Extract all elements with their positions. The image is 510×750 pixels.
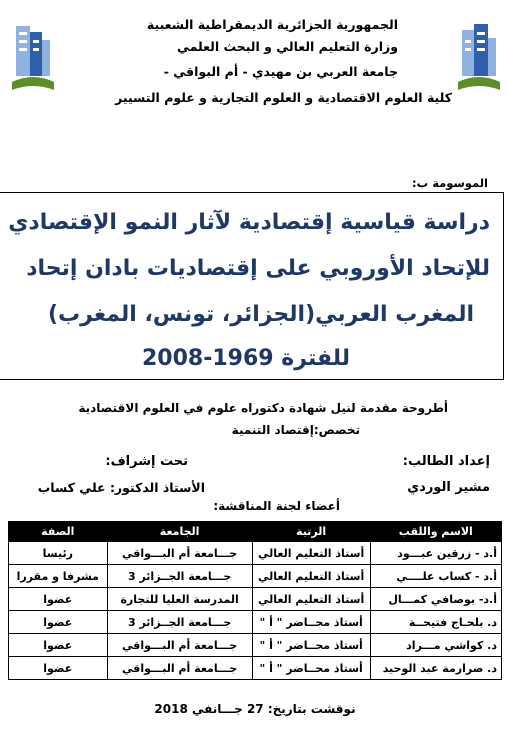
member-university: جـــامعة أم البـــواقي [107, 634, 252, 657]
member-university: جـــامعة أم البـــواقي [107, 542, 252, 565]
member-university: جـــامعة الجــزائر 3 [107, 611, 252, 634]
header-republic: الجمهورية الجزائرية الديمقراطية الشعبية [146, 17, 398, 32]
student-name: مشير الوردي [407, 480, 490, 495]
table-header-row [9, 522, 502, 542]
member-university: المدرسة العليا للتجارة [107, 588, 252, 611]
title-line-3: المغرب العربي(الجزائر، تونس، المغرب) [48, 302, 474, 327]
header-name: الاسم واللقب [370, 522, 501, 542]
member-rank: أستاذ محــاضر " أ " [252, 634, 370, 657]
defense-date: نوقشت بتاريخ: 27 جـــانفي 2018 [154, 702, 356, 716]
member-rank: أستاذ محــاضر " أ " [252, 657, 370, 680]
prepared-label: إعداد الطالب: [402, 454, 490, 469]
committee-label: أعضاء لجنة المناقشة: [213, 499, 340, 513]
table-row [9, 588, 502, 611]
title-line-1: دراسة قياسية إقتصادية لآثار النمو الإقتصادي [8, 210, 490, 235]
university-logo-right [456, 20, 502, 98]
member-role: عضوا [9, 634, 108, 657]
header-faculty: كلية العلوم الاقتصادية و العلوم التجارية و علوم التسيير [115, 90, 452, 105]
member-university: جـــامعة أم البـــواقي [107, 657, 252, 680]
named-label: الموسومة ب: [412, 176, 488, 190]
member-role: مشرفا و مقررا [9, 565, 108, 588]
header-university: الجامعة [107, 522, 252, 542]
header-role: الصفة [9, 522, 108, 542]
table-row [9, 565, 502, 588]
member-rank: أستاذ التعليم العالي [252, 565, 370, 588]
supervisor-name: الأستاذ الدكتور: علي كساب [37, 480, 205, 495]
member-name: أ.د- بوصافي كمـــال [370, 588, 501, 611]
member-rank: أستاذ محــاضر " أ " [252, 611, 370, 634]
table-row [9, 657, 502, 680]
member-rank: أستاذ التعليم العالي [252, 542, 370, 565]
header-university: جامعة العربي بن مهيدي - أم البواقي - [163, 64, 398, 79]
member-name: أ.د - كساب علــــي [370, 565, 501, 588]
supervision-label: تحت إشراف: [105, 454, 188, 469]
member-role: عضوا [9, 588, 108, 611]
table-row [9, 542, 502, 565]
member-university: جـــامعة الجــزائر 3 [107, 565, 252, 588]
header-rank: الرتبة [252, 522, 370, 542]
title-line-4: للفترة 1969-2008 [142, 346, 350, 371]
committee-table [8, 521, 502, 680]
member-role: عضوا [9, 657, 108, 680]
member-name: د. كواشي مـــراد [370, 634, 501, 657]
header-ministry: وزارة التعليم العالي و البحث العلمي [176, 39, 398, 54]
member-name: د. بلحـاج فتيحــة [370, 611, 501, 634]
university-logo-left [10, 20, 56, 98]
table-row [9, 634, 502, 657]
member-name: أ.د - زرقين عبـــود [370, 542, 501, 565]
member-role: رئيسا [9, 542, 108, 565]
member-role: عضوا [9, 611, 108, 634]
title-line-2: للإتحاد الأوروبي على إقتصاديات بادان إتحاد [26, 256, 490, 281]
thesis-degree: أطروحة مقدمة لنيل شهادة دكتوراه علوم في العلوم الاقتصادية [78, 401, 448, 415]
table-row [9, 611, 502, 634]
member-name: د. صرارمة عبد الوحيد [370, 657, 501, 680]
thesis-specialty: تخصص:إقتصاد التنمية [231, 423, 360, 437]
member-rank: أستاذ التعليم العالي [252, 588, 370, 611]
